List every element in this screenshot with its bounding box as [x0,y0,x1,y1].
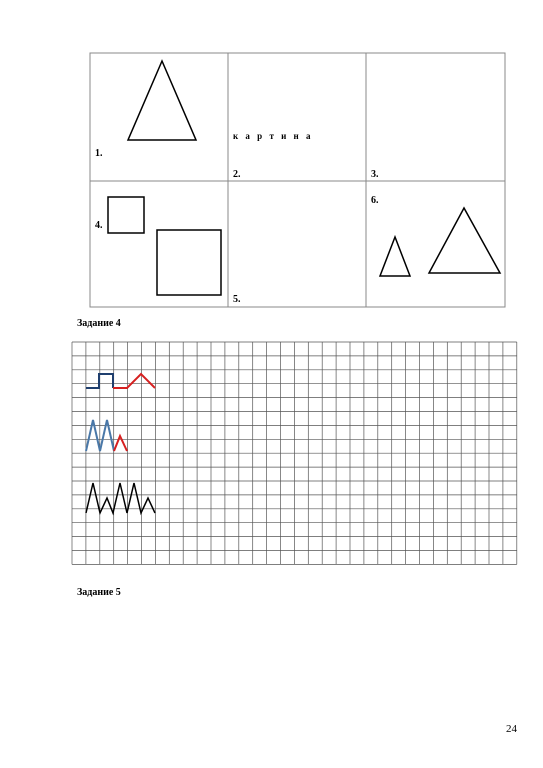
task5-heading: Задание 5 [77,587,121,598]
pattern-zigzag-red-1 [113,374,155,388]
cell-6-number: 6. [371,195,379,206]
cell-4-number: 4. [95,220,103,231]
task4-heading: Задание 4 [77,318,121,329]
cell-5-number: 5. [233,294,241,305]
cell-2-word: к а р т и н а [233,131,313,141]
cell-1-number: 1. [95,148,103,159]
pattern-peak-red [114,436,127,451]
cell-2-number: 2. [233,169,241,180]
pattern-meander-blue [86,374,113,388]
page-number: 24 [506,723,517,735]
cell-3-number: 3. [371,169,379,180]
